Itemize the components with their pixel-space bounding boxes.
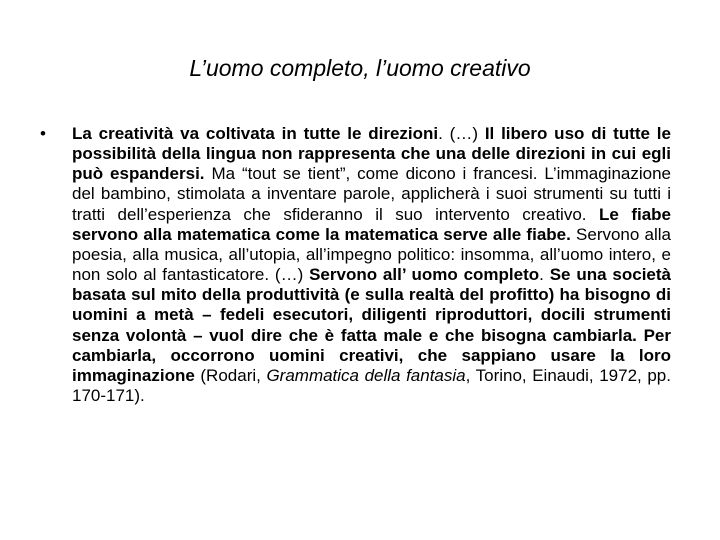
bullet-marker: •	[40, 124, 46, 143]
text-run: .	[539, 265, 550, 285]
book-title: Grammatica della fantasia	[266, 365, 466, 385]
text-run: , Torino, Einaudi, 1972, pp. 170-171).	[72, 365, 671, 406]
text-run: La creatività va coltivata in tutte le direzioni	[72, 124, 439, 143]
slide-title: L’uomo completo, l’uomo creativo	[189, 55, 531, 81]
text-run: Le fiabe servono alla matematica come la matematica serve alle fiabe.	[72, 204, 671, 244]
text-run: Se una società basata sul mito della produttività (e sulla realtà del profitto) ha bisogno di uomini a metà – fedeli esecutori, diligenti riproduttori, docili strumenti senza volontà – vuol dire che è fatta male e che bisogna cambiarla. Per cambiarla, occorrono uomini creativi, che sappiano usare la loro immaginazione	[72, 265, 671, 385]
text-run: Servono alla poesia, alla musica, all’utopia, all’impegno politico: insomma, all’uomo intero, e non solo al fantasticatore. (…)	[72, 224, 671, 285]
quote-paragraph	[72, 124, 671, 406]
text-run: Il libero uso di tutte le possibilità della lingua non rappresenta che una delle direzioni in cui egli può espandersi.	[72, 124, 671, 184]
text-run: (Rodari,	[194, 365, 267, 385]
text-run: Servono all’ uomo completo	[309, 265, 540, 285]
text-run: . (…)	[438, 124, 485, 143]
text-run: Ma “tout se tient”, come dicono i francesi. L’immaginazione del bambino, stimolata a inventare parole, applicherà i suoi strumenti su tutti i tratti dell’esperienza che sfideranno il suo intervento creativo.	[72, 164, 671, 224]
